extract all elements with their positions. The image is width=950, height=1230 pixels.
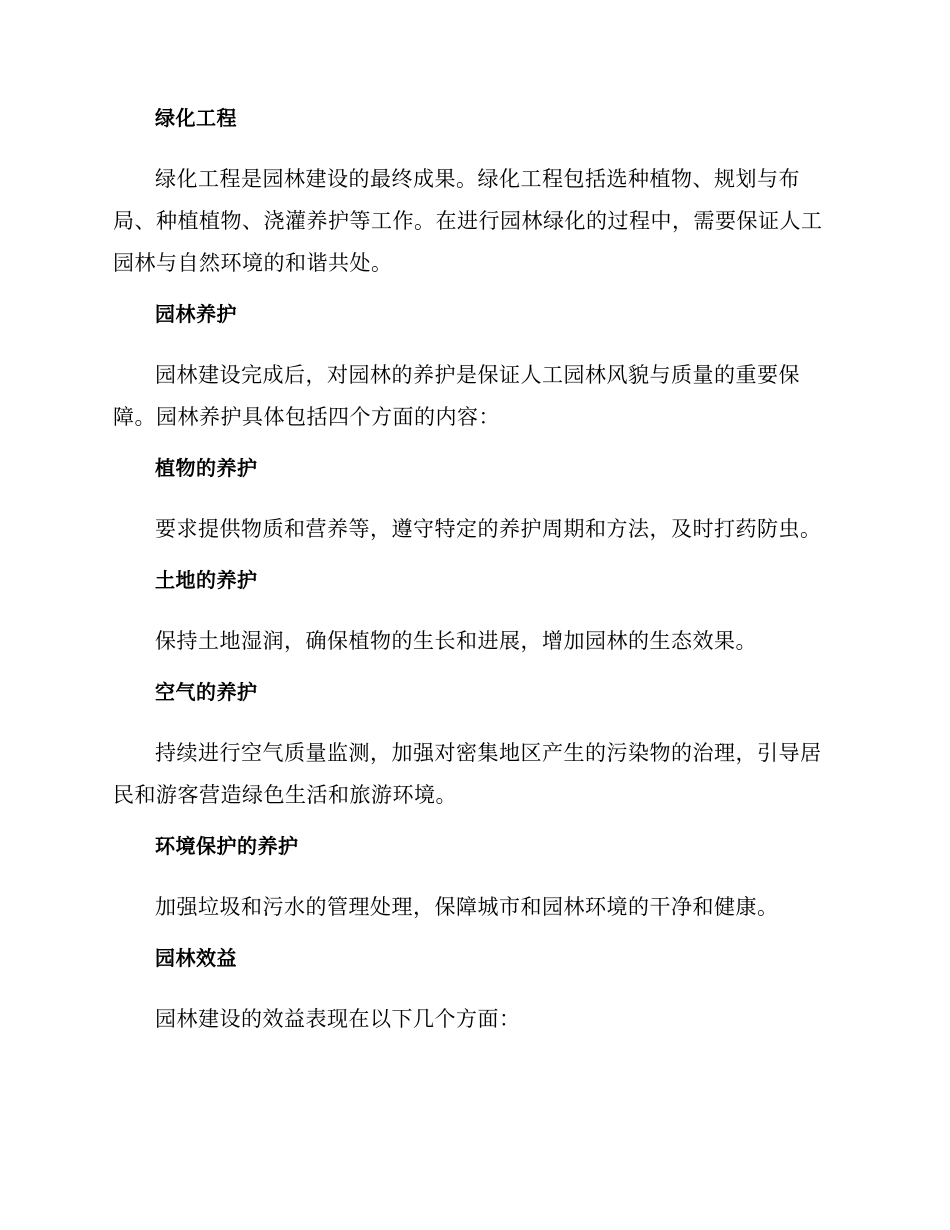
section-heading-plant-care: 植物的养护 (155, 456, 258, 480)
section-heading-air-care: 空气的养护 (155, 680, 258, 704)
document-page (113, 104, 833, 1056)
section-heading-benefits: 园林效益 (155, 946, 237, 970)
section-paragraph-greening: 绿化工程是园林建设的最终成果。绿化工程包括选种植物、规划与布局、种植植物、浇灌养护等工作。在进行园林绿化的过程中，需要保证人工园林与自然环境的和谐共处。 (113, 167, 823, 275)
section-heading-maintenance: 园林养护 (155, 302, 237, 326)
section-paragraph-plant-care: 要求提供物质和营养等，遵守特定的养护周期和方法，及时打药防虫。 (155, 517, 822, 541)
section-paragraph-air-care: 持续进行空气质量监测，加强对密集地区产生的污染物的治理，引导居民和游客营造绿色生活和旅游环境。 (113, 741, 822, 807)
section-heading-soil-care: 土地的养护 (155, 568, 258, 592)
section-paragraph-environment-care: 加强垃圾和污水的管理处理，保障城市和园林环境的干净和健康。 (155, 895, 779, 919)
section-heading-environment-care: 环境保护的养护 (155, 834, 299, 858)
section-heading-greening: 绿化工程 (155, 106, 237, 130)
section-paragraph-benefits: 园林建设的效益表现在以下几个方面： (155, 1007, 521, 1031)
section-paragraph-soil-care: 保持土地湿润，确保植物的生长和进展，增加园林的生态效果。 (155, 629, 757, 653)
section-paragraph-maintenance: 园林建设完成后，对园林的养护是保证人工园林风貌与质量的重要保障。园林养护具体包括四个方面的内容： (113, 363, 800, 429)
